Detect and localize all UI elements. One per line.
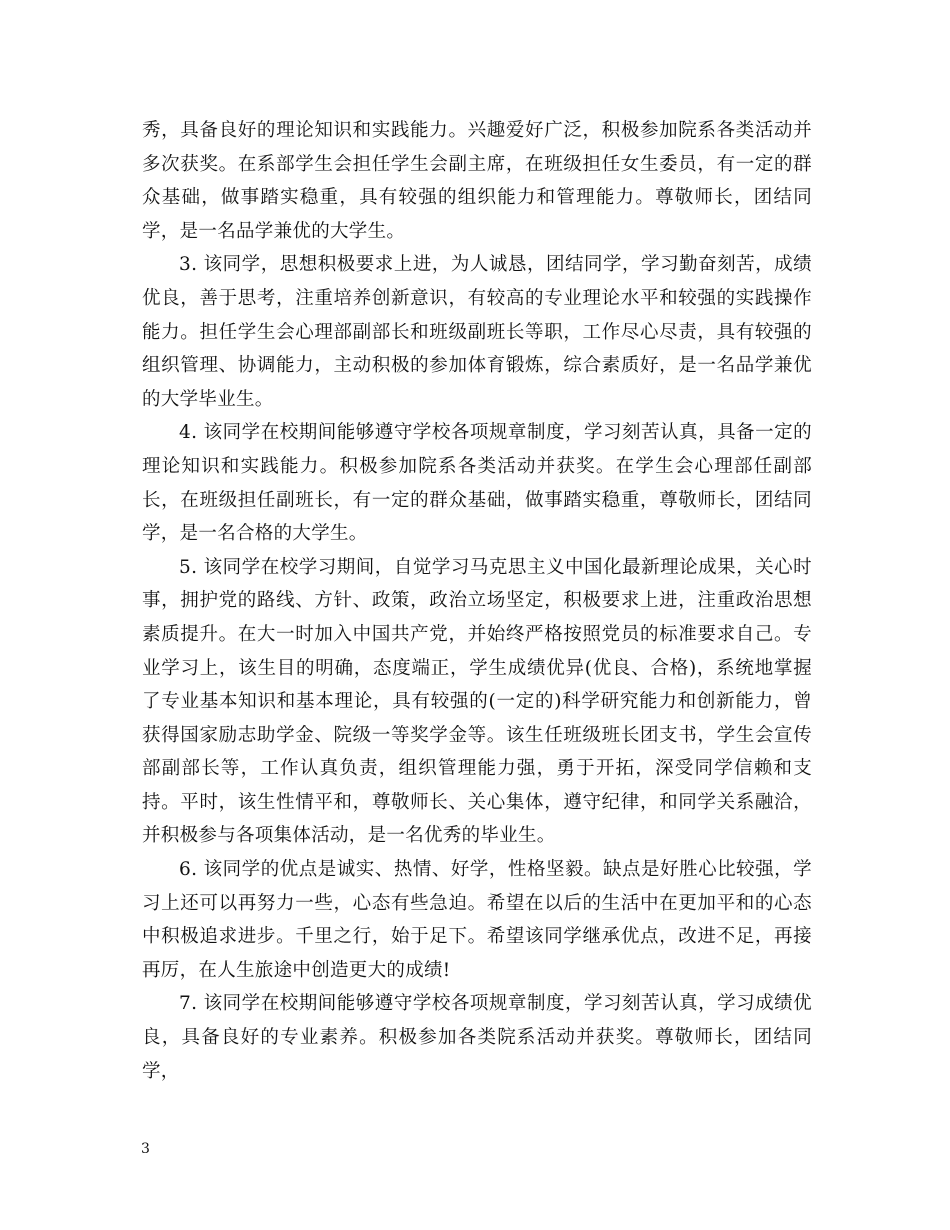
paragraph-item-4: 4. 该同学在校期间能够遵守学校各项规章制度，学习刻苦认真，具备一定的理论知识和实践能力。积极参加院系各类活动并获奖。在学生会心理部任副部长，在班级担任副班长，有一定的群众基础，做事踏实稳重，尊敬师长，团结同学，是一名合格的大学生。 xyxy=(142,422,812,545)
paragraph-item-3: 3. 该同学，思想积极要求上进，为人诚恳，团结同学，学习勤奋刻苦，成绩优良，善于思考，注重培养创新意识，有较高的专业理论水平和较强的实践操作能力。担任学生会心理部副部长和班级副班长等职，工作尽心尽责，具有较强的组织管理、协调能力，主动积极的参加体育锻炼，综合素质好，是一名品学兼优的大学毕业生。 xyxy=(142,254,812,410)
document-body xyxy=(142,114,812,1088)
page-number: 3 xyxy=(141,1141,150,1157)
paragraph-item-5: 5. 该同学在校学习期间，自觉学习马克思主义中国化最新理论成果，关心时事，拥护党的路线、方针、政策，政治立场坚定，积极要求上进，注重政治思想素质提升。在大一时加入中国共产党，并始终严格按照党员的标准要求自己。专业学习上，该生目的明确，态度端正，学生成绩优异(优良、合格)，系统地掌握了专业基本知识和基本理论，具有较强的(一定的)科学研究能力和创新能力，曾获得国家励志助学金、院级一等奖学金等。该生任班级班长团支书，学生会宣传部副部长等，工作认真负责，组织管理能力强，勇于开拓，深受同学信赖和支持。平时，该生性情平和，尊敬师长、关心集体，遵守纪律，和同学关系融洽，并积极参与各项集体活动，是一名优秀的毕业生。 xyxy=(142,556,812,847)
paragraph-item-7: 7. 该同学在校期间能够遵守学校各项规章制度，学习刻苦认真，学习成绩优良，具备良好的专业素养。积极参加各类院系活动并获奖。尊敬师长，团结同学， xyxy=(142,993,812,1082)
paragraph-item-6: 6. 该同学的优点是诚实、热情、好学，性格坚毅。缺点是好胜心比较强，学习上还可以再努力一些，心态有些急迫。希望在以后的生活中在更加平和的心态中积极追求进步。千里之行，始于足下。希望该同学继承优点，改进不足，再接再厉，在人生旅途中创造更大的成绩! xyxy=(142,859,812,981)
paragraph-continuation: 秀，具备良好的理论知识和实践能力。兴趣爱好广泛，积极参加院系各类活动并多次获奖。在系部学生会担任学生会副主席，在班级担任女生委员，有一定的群众基础，做事踏实稳重，具有较强的组织能力和管理能力。尊敬师长，团结同学，是一名品学兼优的大学生。 xyxy=(142,120,812,242)
